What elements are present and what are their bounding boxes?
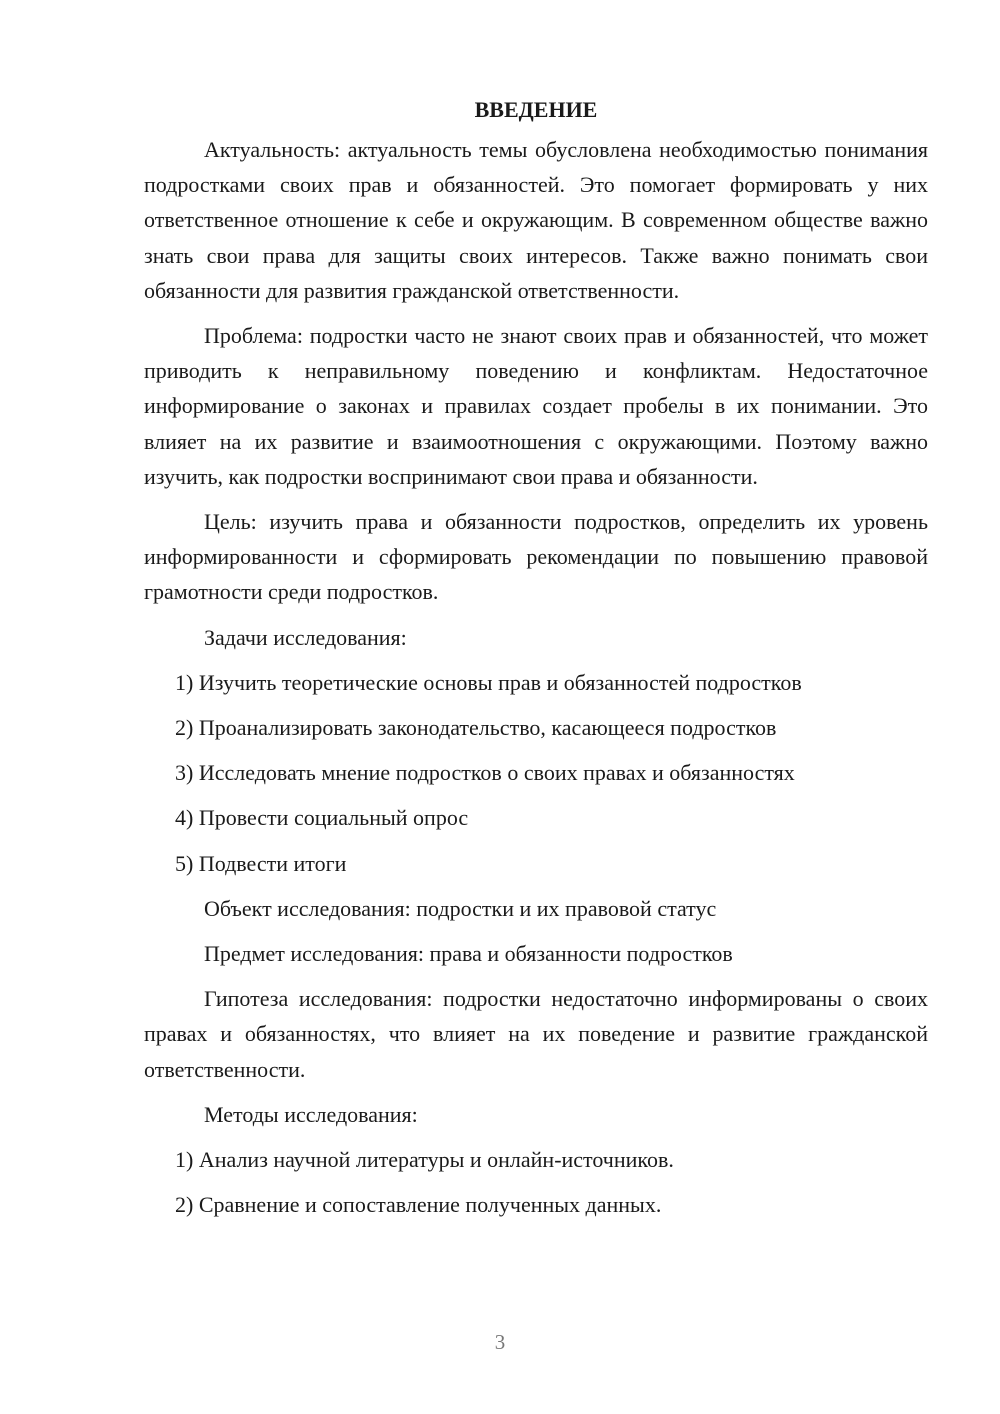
problem-paragraph: Проблема: подростки часто не знают своих прав и обязанностей, что может приводить к неправильному поведению и конфликтам. Недостаточное информирование о законах и правилах создает пробелы в их понимании. Это влияет на их развитие и взаимоотношения с окружающими. Поэтому важно изучить, как подростки воспринимают свои права и обязанности. [144, 323, 928, 489]
tasks-list-item: 2) Проанализировать законодательство, касающееся подростков [175, 715, 777, 741]
tasks-heading: Задачи исследования: [204, 624, 407, 650]
tasks-list-item: 1) Изучить теоретические основы прав и обязанностей подростков [175, 669, 802, 695]
tasks-list-item: 5) Подвести итоги [175, 850, 347, 876]
methods-list-item: 1) Анализ научной литературы и онлайн-источников. [175, 1147, 674, 1173]
relevance-paragraph: Актуальность: актуальность темы обусловлена необходимостью понимания подростками своих прав и обязанностей. Это помогает формировать у них ответственное отношение к себе и окружающим. В современном обществе важно знать свои права для защиты своих интересов. Также важно понимать свои обязанности для развития гражданской ответственности. [144, 137, 928, 303]
hypothesis-paragraph: Гипотеза исследования: подростки недостаточно информированы о своих правах и обязанностях, что влияет на их поведение и развитие гражданской ответственности. [144, 986, 928, 1082]
document-page [144, 92, 928, 1232]
methods-list-item: 2) Сравнение и сопоставление полученных данных. [175, 1192, 662, 1218]
page-number: 3 [494, 1330, 506, 1354]
page-title: ВВЕДЕНИЕ [474, 97, 598, 122]
goal-paragraph: Цель: изучить права и обязанности подростков, определить их уровень информированности и сформировать рекомендации по повышению правовой грамотности среди подростков. [144, 509, 928, 605]
tasks-list-item: 3) Исследовать мнение подростков о своих правах и обязанностях [175, 760, 795, 786]
subject-line: Предмет исследования: права и обязанности подростков [204, 941, 733, 967]
object-line: Объект исследования: подростки и их правовой статус [204, 895, 717, 921]
methods-heading: Методы исследования: [204, 1101, 418, 1127]
tasks-list-item: 4) Провести социальный опрос [175, 805, 469, 831]
